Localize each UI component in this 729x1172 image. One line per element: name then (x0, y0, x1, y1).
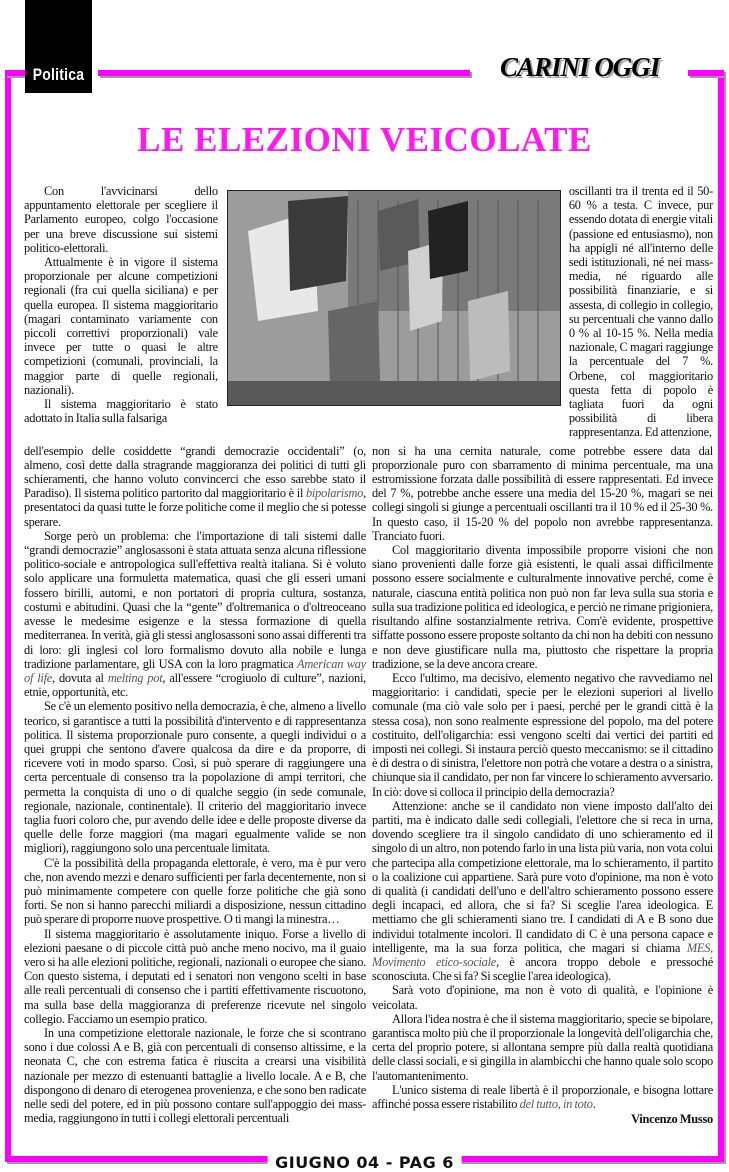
paragraph: Il sistema maggioritario è stato adottato in Italia sulla falsariga (24, 397, 218, 426)
paragraph: Col maggioritario diventa impossibile proporre visioni che non siano provenienti dalle forze già esistenti, le quali assai difficilmente possono essere socialmente e culturalmente innovative perché, come è naturale, ciascuna entità politica non può non far leva sulla sua storia e sulla sua tradizione politica ed ideologica, e perciò ne rimane prigioniera, risultando alfine sostanzialmente retriva. Com'è evidente, prospettive siffatte possono essere proposte soltanto da chi non ha debiti con nessuno e non deve giustificare nulla ma, piuttosto che rispettare la propria tradizione, se la deve ancora creare. (372, 543, 713, 671)
emphasis: bipolarismo (305, 486, 364, 501)
article-top-row (24, 184, 713, 440)
section-label (25, 0, 92, 93)
column-bottom-left (24, 444, 366, 1126)
paragraph (372, 1083, 713, 1111)
emphasis: melting pot (107, 670, 163, 685)
flags-photo-icon (228, 191, 560, 405)
paragraph: Allora l'idea nostra è che il sistema maggioritario, specie se bipolare, garantisca molto più che il proporzionale la longevità dell'oligarchia che, certa del proprio potere, si allontana sempre più dalla realtà quotidiana delle classi sociali, e si gingilla in alambicchi che hanno quale solo scopo l'automantenimento. (372, 1011, 713, 1083)
text: Attenzione: anche se il candidato non viene imposto dall'alto dei partiti, ma è indicato dalle sedi collegiali, l'elettore che si reca in urna, dovendo scegliere tra il singolo candidato di uno schieramento ed il singolo di un altro, non potendo farlo in una lista più varia, non vota colui che partecipa alla competizione elettorale, ma lo schieramento, il partito o la coalizione cui appartiene. Sarà pure voto d'opinione, ma non è voto di qualità (i candidati dell'uno e dell'altro schieramento possono essere degli incapaci, ed allora, che si fa? Si sceglie l'area ideologica. E mettiamo che gli schieramenti siano tre. I candidati di A e B sono due individui totalmente incolori. Il candidato di C è una persona capace e intelligente, ma la sua forza politica, che magari si chiama (372, 798, 713, 955)
paragraph: Sarà voto d'opinione, ma non è voto di qualità, e l'opinione è veicolata. (372, 983, 713, 1012)
paragraph (372, 799, 713, 984)
article-title: LE ELEZIONI VEICOLATE (137, 120, 592, 159)
text: , presentatoci da quasi tutte le forze politiche come il meglio che si potesse sperare. (24, 486, 366, 529)
paragraph (24, 444, 366, 529)
text: , dovuta al (52, 670, 108, 685)
paragraph: Con l'avvicinarsi dello appuntamento elettorale per scegliere il Parlamento europeo, colgo l'occasione per una breve discussione sui sistemi politico-elettorali. (24, 184, 218, 255)
text: Sorge però un problema: che l'importazione di tali sistemi dalle “grandi democrazie” anglosassoni è stata attuata senza alcuna riflessione politico-sociale e antropologica sull'effettiva realtà italiana. Si è voluto solo applicare una formuletta matematica, quasi che gli esseri umani fossero birilli, automi, e non portatori di propria cultura, sostanza, costumi e abitudini. Quasi che la “gente” d'oltremanica o d'oltreoceano avesse le medesime esigenze e la stessa formazione di quella mediterranea. In verità, già gli stessi anglosassoni sono assai differenti tra di loro: gli inglesi col loro formalismo dovuto alla nobile e lunga tradizione parlamentare, gli USA con la loro pragmatica (24, 528, 366, 671)
paragraph: Attualmente è in vigore il sistema proporzionale per alcune competizioni regionali (fra cui quella siciliana) e per quella europea. Il sistema maggioritario (magari contaminato variamente con piccoli correttivi proporzionali) vale invece per tutte o quasi le altre competizioni (comunali, provinciali, la maggior parte di quelle regionali, nazionali). (24, 255, 218, 397)
column-top-right (569, 184, 713, 440)
emphasis: MES, Movimento etico-sociale (372, 940, 713, 969)
paragraph: Se c'è un elemento positivo nella democrazia, è che, almeno a livello teorico, si garantisce a tutti la possibilità d'intervento e di rappresentanza politica. Il sistema proporzionale puro consente, a quegli individui o a quei gruppi che sentono d'avere qualcosa da dire e da proporre, di ricevere voti in modo sparso. Così, si può sperare di raggiungere una certa percentuale di consenso tra la popolazione di ampi territori, che permetta la conquista di uno o di qualche seggio (in sede comunale, regionale, nazionale, continentale). Il criterio del maggioritario invece taglia fuori coloro che, pur avendo delle idee e delle proposte diverse da quelle delle forze maggiori (ma magari egualmente valide se non migliori), raggiungono solo una percentuale limitata. (24, 699, 366, 856)
text: dell'esempio delle cosiddette “grandi democrazie occidentali” (o, almeno, così dette dalla stragrande maggioranza dei politici di tutti gli schieramenti, che hanno voluto convincerci che esso sarebbe stato il Paradiso). Il sistema politico partorito dal maggioritario è il (24, 443, 366, 501)
text: L'unico sistema di reale libertà è il proporzionale, e bisogna lottare affinché possa essere ristabilito (372, 1082, 713, 1111)
page-footer: GIUGNO 04 - PAG 6 (267, 1153, 462, 1172)
text: , all'essere “crogiuolo di culture”, nazioni, etnie, opportunità, etc. (24, 670, 366, 700)
paragraph (24, 529, 366, 699)
paragraph: In una competizione elettorale nazionale, le forze che si scontrano sono i due colossi A e B, già con percentuali di consenso altissime, e la neonata C, che con estrema fatica è riuscita a crearsi una visibilità nazionale per mezzo di estenuanti battaglie a livello locale. A e B, che dispongono di denaro di eterogenea provenienza, e che sono ben radicate nelle sedi del potere, ed in più possono contare sull'appoggio dei mass-media, raggiungono in tutti i collegi elettorali percentuali (24, 1025, 366, 1126)
article-bottom-row (24, 444, 713, 1127)
column-top-left (24, 184, 218, 425)
paragraph: Ecco l'ultimo, ma decisivo, elemento negativo che ravvediamo nel maggioritario: i candidati, specie per le elezioni superiori al livello comunale (ma ciò vale solo per i paesi, perché per le grandi città è la stessa cosa), non sono realmente espressione del popolo, ma del potere costituito, dell'oligarchia: essi vengono scelti dai vertici dei partiti ed imposti nei collegi. Si instaura perciò questo meccanismo: se il cittadino è di destra o di sinistra, l'elettore non potrà che votare a destra o a sinistra, chiunque sia il candidato, per non far vincere lo schieramento avversario. In ciò: dove si colloca il principio della democrazia? (372, 670, 713, 799)
newspaper-logo: CARINI OGGI (500, 52, 660, 82)
paragraph: Il sistema maggioritario è assolutamente iniquo. Forse a livello di elezioni paesane o di piccole città può anche meno nocivo, ma il guaio vero si ha alle elezioni politiche, regionali, nazionali o europee che siano. Con questo sistema, i deputati ed i senatori non vengono scelti in base alle reali percentuali di consenso che i partiti effettivamente riscuotono, ma sulla base della maggioranza di preferenze ricevute nel singolo collegio. Facciamo un esempio pratico. (24, 926, 366, 1026)
text: . (592, 1097, 596, 1111)
flags-photo (227, 190, 561, 406)
section-label-text: Politica (32, 65, 85, 84)
paragraph: C'è la possibilità della propaganda elettorale, è vero, ma è pur vero che, non avendo mezzi e denaro sufficienti per farla decentemente, non si può minimamente competere con quelle forze politiche che già sono forti. Se non si hanno parecchi miliardi a disposizione, nessun cittadino può sperare di proporre nuove prospettive. O ti mangi la minestra… (24, 855, 366, 927)
author-signature: Vincenzo Musso (631, 1112, 713, 1127)
column-bottom-right (372, 444, 713, 1127)
paragraph: oscillanti tra il trenta ed il 50-60 % a testa. C invece, pur essendo dotata di energie vitali (passione ed entusiasmo), non ha appigli né all'interno delle sedi istituzionali, né nei mass-media, né riguardo alle possibilità finanziarie, e si assesta, di collegio in collegio, su percentuali che vanno dallo 0 % al 10-15 %. Nella media nazionale, C magari raggiunge la percentuale del 7 %. Orbene, col maggioritario questa fetta di popolo è tagliata fuori da ogni possibilità di libera rappresentanza. Ed attenzione, (568, 184, 713, 440)
paragraph: non si ha una cernita naturale, come potrebbe essere data dal proporzionale puro con sbarramento di minima percentuale, ma una estromissione forzata dalle possibilità di essere rappresentati. Ed invece del 7 %, potrebbe anche essere una media del 15-20 %, magari se nei collegi singoli si giunge a percentuali oscillanti tra il 10 % ed il 25-30 %. In questo caso, il 15-20 % del popolo non avrebbe rappresentanza. Tranciato fuori. (372, 443, 713, 543)
emphasis: del tutto, in toto (519, 1097, 593, 1111)
emphasis: American way of life (24, 656, 366, 685)
text: , è ancora troppo debole e pressoché sconosciuta. Che si fa? Si sceglie l'area ideologica). (372, 954, 713, 984)
